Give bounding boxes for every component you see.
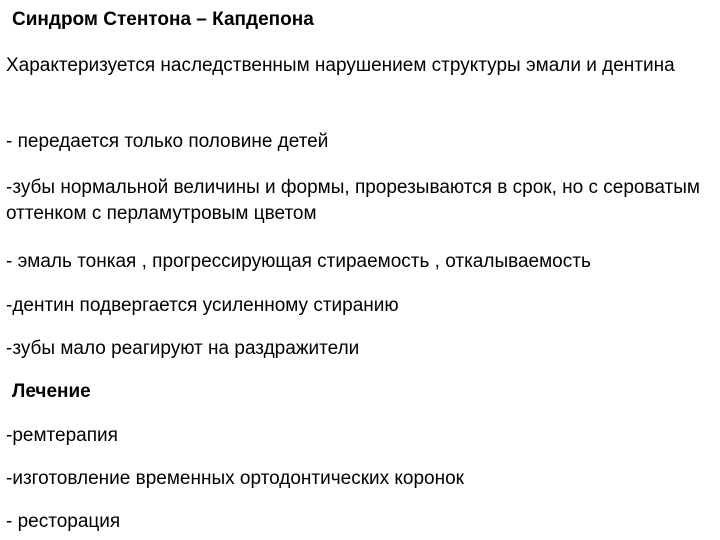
- slide-title: Синдром Стентона – Капдепона: [12, 9, 314, 30]
- treatment-restoration: - ресторация: [6, 511, 121, 532]
- point-teeth-shape: -зубы нормальной величины и формы, прорезываются в срок, но с сероватым оттенком с перламутровым цветом: [6, 177, 700, 224]
- treatment-heading: Лечение: [12, 381, 91, 402]
- treatment-crowns: -изготовление временных ортодонтических коронок: [6, 468, 464, 489]
- point-enamel: - эмаль тонкая , прогрессирующая стираемость , откалываемость: [6, 251, 591, 272]
- point-inheritance: - передается только половине детей: [6, 131, 329, 152]
- treatment-remtherapy: -ремтерапия: [6, 425, 118, 446]
- description-text: Характеризуется наследственным нарушением структуры эмали и дентина: [6, 55, 675, 76]
- point-sensitivity: -зубы мало реагируют на раздражители: [6, 338, 360, 359]
- point-dentin: -дентин подвергается усиленному стиранию: [6, 295, 399, 316]
